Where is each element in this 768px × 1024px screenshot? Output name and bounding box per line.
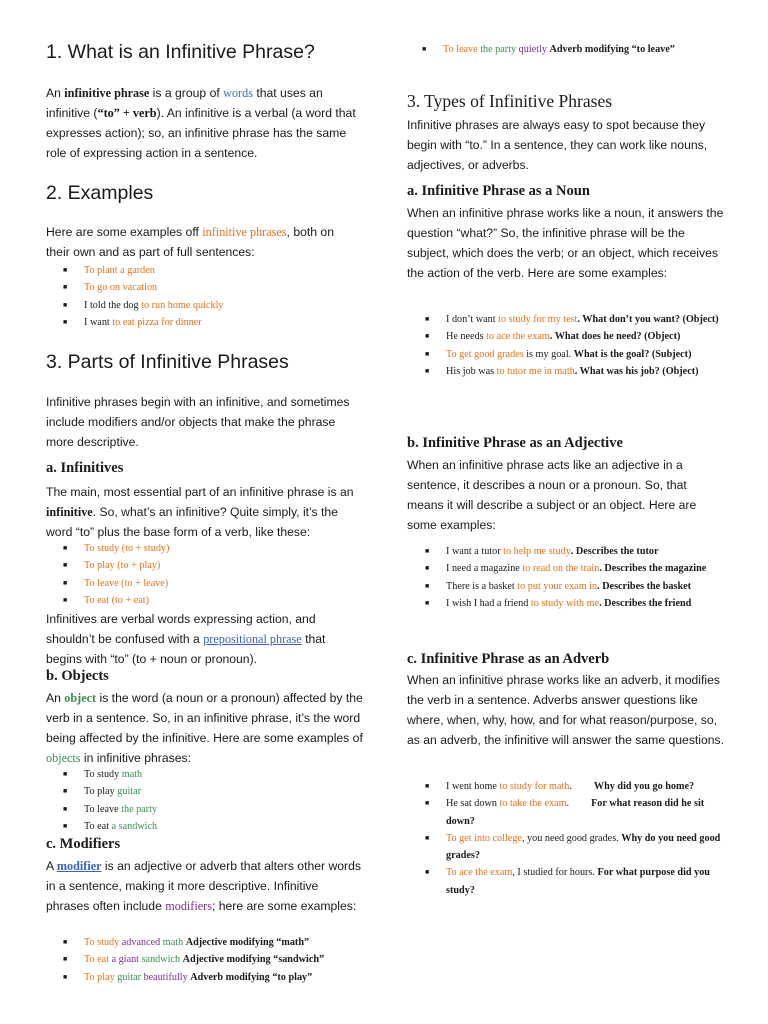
bullet-icon: ■ (63, 804, 68, 813)
adjective-examples-list (407, 543, 727, 612)
bullet-icon: ■ (425, 315, 430, 323)
bullet-icon: ■ (63, 787, 68, 796)
section-heading-parts: 3. Parts of Infinitive Phrases (46, 351, 289, 373)
list-item: ■ To play guitar beautifully Adverb modifying “to play” (63, 971, 313, 983)
bullet-icon: ■ (63, 317, 68, 326)
bullet-icon: ■ (63, 578, 68, 587)
list-item: ■ I don’t want to study for my test. What don’t you want? (Object) (425, 314, 719, 325)
examples-intro-paragraph: Here are some examples off infinitive phrases, both on their own and as part of full sentences: (46, 225, 334, 259)
noun-paragraph: When an infinitive phrase works like a noun, it answers the question “what?” So, the infinitive phrase will be the subject, which does the verb; or an object, which receives the action of the verb. Here are some examples: (407, 206, 724, 280)
list-item: ■ To leave (to + leave) (63, 577, 169, 589)
bullet-icon: ■ (425, 547, 430, 555)
bullet-icon: ■ (425, 366, 430, 375)
definition-paragraph: An infinitive phrase is a group of words that uses an infinitive (“to” + verb). An infinitive is a verbal (a word that expresses action); so, an infinitive phrase has the same role of expressing action in a sentence. (46, 86, 356, 160)
bullet-icon: ■ (425, 782, 430, 790)
section-heading-what-is: 1. What is an Infinitive Phrase? (46, 41, 315, 63)
list-item: ■ I went home to study for math. Why did you go home? (425, 781, 695, 792)
list-item: ■ To study advanced math Adjective modifying “math” (63, 937, 310, 948)
bullet-icon: ■ (425, 598, 430, 607)
carryover-list (405, 41, 735, 58)
modifiers-list (46, 934, 364, 986)
list-item: ■ To study (to + study) (63, 543, 170, 554)
infinitives-list (46, 540, 364, 609)
list-item: ■ I want a tutor to help me study. Describes the tutor (425, 546, 659, 557)
bullet-icon: ■ (63, 266, 68, 274)
list-item: ■ To plant a garden (63, 265, 155, 276)
list-item: ■ His job was to tutor me in math. What was his job? (Object) (425, 365, 699, 377)
subheading-adverb: c. Infinitive Phrase as an Adverb (407, 651, 610, 667)
list-item: ■ To eat a giant sandwich Adjective modifying “sandwich” (63, 954, 325, 966)
list-item: ■ He needs to ace the exam. What does he need? (Object) (425, 331, 681, 343)
adverb-paragraph: When an infinitive phrase works like an adverb, it modifies the verb in a sentence. Adverbs answer questions like where, when, why, how, and for what reason/purpose, so, as an adverb, the infinitive will answer the same questions. (407, 673, 725, 747)
bullet-icon: ■ (425, 564, 430, 573)
list-item: ■ To ace the exam, I studied for hours. For what purpose did you study? (425, 867, 710, 896)
examples-list (46, 262, 364, 331)
infinitives-paragraph: The main, most essential part of an infinitive phrase is an infinitive. So, what’s an infinitive? Quite simply, it’s the word “to” plus the base form of a verb, like these: (46, 485, 354, 539)
bullet-icon: ■ (63, 300, 68, 309)
modifier-link[interactable]: modifier (56, 859, 102, 873)
parts-intro-paragraph: Infinitive phrases begin with an infinitive, and sometimes include modifiers and/or objects that make the phrase more descriptive. (46, 395, 350, 449)
list-item: ■ I told the dog to run home quickly (63, 299, 224, 311)
subheading-infinitives: a. Infinitives (46, 460, 124, 476)
objects-paragraph: An object is the word (a noun or a pronoun) affected by the verb in a sentence. So, in an infinitive phrase, it’s the word being affected by the infinitive. Here are some examples of objects in infinitive phrases: (46, 691, 363, 765)
noun-examples-list (407, 311, 727, 380)
bullet-icon: ■ (425, 581, 430, 590)
objects-list (46, 766, 364, 835)
list-item: ■ To study math (63, 769, 143, 780)
list-item: ■ There is a basket to put your exam in. Describes the basket (425, 580, 692, 592)
subheading-adjective: b. Infinitive Phrase as an Adjective (407, 435, 623, 451)
bullet-icon: ■ (63, 561, 68, 570)
list-item: ■ To go on vacation (63, 282, 158, 294)
list-item: ■ I want to eat pizza for dinner (63, 316, 202, 328)
bullet-icon: ■ (425, 349, 430, 358)
bullet-icon: ■ (63, 770, 68, 778)
list-item: ■ To play (to + play) (63, 560, 161, 572)
section-heading-examples: 2. Examples (46, 182, 154, 204)
bullet-icon: ■ (422, 45, 427, 53)
subheading-modifiers: c. Modifiers (46, 836, 121, 852)
list-item: ■ He sat down to take the exam. For what reason did he sit down? (425, 798, 705, 827)
bullet-icon: ■ (63, 283, 68, 292)
list-item: ■ To eat a sandwich (63, 820, 158, 832)
list-item: ■ To eat (to + eat) (63, 594, 149, 606)
modifiers-paragraph: A modifier is an adjective or adverb that alters other words in a sentence, making it more descriptive. Infinitive phrases often include modifiers; here are some examples: (46, 859, 361, 913)
bullet-icon: ■ (425, 833, 430, 842)
subheading-objects: b. Objects (46, 668, 109, 684)
bullet-icon: ■ (63, 821, 68, 830)
list-item: ■ I wish I had a friend to study with me. Describes the friend (425, 597, 692, 609)
list-item: ■ To get good grades is my goal. What is the goal? (Subject) (425, 348, 692, 360)
list-item: ■ I need a magazine to read on the train. Describes the magazine (425, 563, 707, 575)
list-item: ■ To play guitar (63, 786, 142, 798)
subheading-noun: a. Infinitive Phrase as a Noun (407, 183, 590, 199)
bullet-icon: ■ (425, 868, 430, 877)
infinitives-note-paragraph: Infinitives are verbal words expressing action, and shouldn’t be confused with a prepositional phrase that begins with “to” (to + noun or pronoun). (46, 612, 326, 666)
adjective-paragraph: When an infinitive phrase acts like an adjective in a sentence, it describes a noun or a pronoun. So, that means it will describe a subject or an object. Here are some examples: (407, 458, 697, 532)
types-intro-paragraph: Infinitive phrases are always easy to spot because they begin with “to.” In a sentence, they can work like nouns, adjectives, or adverbs. (407, 118, 708, 172)
prepositional-phrase-link[interactable]: prepositional phrase (203, 632, 302, 646)
words-link[interactable]: words (223, 86, 253, 100)
bullet-icon: ■ (63, 955, 68, 964)
bullet-icon: ■ (63, 938, 68, 946)
list-item: ■ To leave the party quietly Adverb modifying “to leave” (422, 44, 675, 55)
adverb-examples-list (407, 778, 727, 899)
bullet-icon: ■ (425, 332, 430, 341)
list-item: ■ To get into college, you need good grades. Why do you need good grades? (425, 832, 721, 862)
bullet-icon: ■ (63, 544, 68, 552)
section-heading-types: 3. Types of Infinitive Phrases (407, 91, 613, 111)
bullet-icon: ■ (63, 972, 68, 981)
bullet-icon: ■ (425, 799, 430, 808)
list-item: ■ To leave the party (63, 803, 158, 815)
bullet-icon: ■ (63, 595, 68, 604)
